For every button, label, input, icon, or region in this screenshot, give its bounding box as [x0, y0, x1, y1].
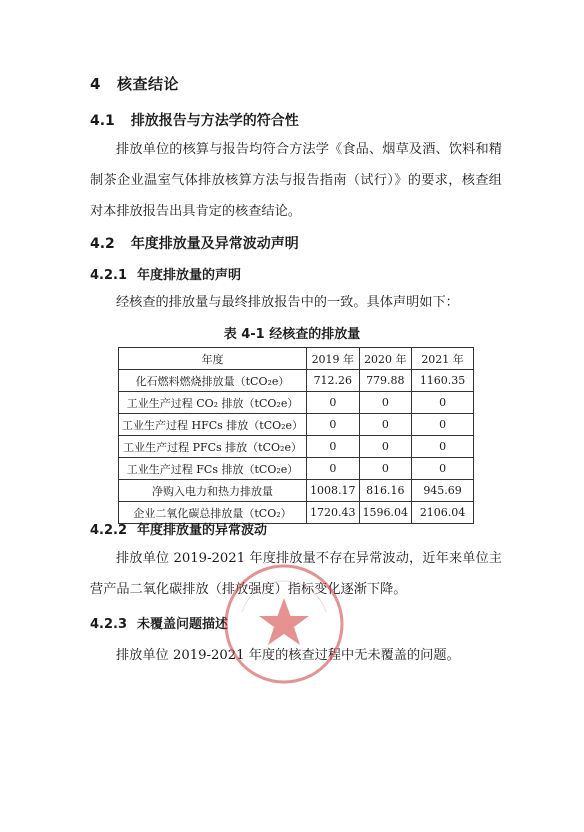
- cell-2020: 779.88: [359, 370, 412, 392]
- section-4-2-3-heading: [90, 613, 228, 632]
- official-seal-stamp: [220, 560, 348, 688]
- seal-star-icon: [259, 598, 309, 645]
- section-4-2-2-heading: [90, 519, 267, 538]
- section-4-1-heading: [90, 110, 299, 130]
- paragraph-4-1: 排放单位的核算与报告均符合方法学《食品、烟草及酒、饮料和精制茶企业温室气体排放核算方法与报告指南（试行）》的要求，核查组对本排放报告出具肯定的核查结论。: [90, 142, 502, 219]
- cell-2019: 0: [307, 436, 360, 458]
- cell-2020: 0: [359, 392, 412, 414]
- section-4-2-heading: [90, 233, 299, 253]
- table-row: [119, 414, 474, 436]
- section-number: 4.1: [90, 113, 115, 129]
- header-cell: 年度: [119, 348, 307, 370]
- row-label: 净购入电力和热力排放量: [119, 480, 307, 502]
- section-4-2-1-heading: [90, 264, 241, 283]
- section-number: 4.2.3: [90, 617, 128, 632]
- cell-2019: 1720.43: [307, 502, 360, 524]
- cell-2020: 816.16: [359, 480, 412, 502]
- table-caption: 表 4-1 经核查的排放量: [223, 327, 361, 342]
- section-number: 4.2.2: [90, 523, 128, 538]
- cell-2020: 1596.04: [359, 502, 412, 524]
- cell-2021: 1160.35: [412, 370, 474, 392]
- paragraph-4-2-3: 排放单位 2019-2021 年度的核查过程中无未覆盖的问题。: [116, 648, 460, 663]
- table-row: [119, 370, 474, 392]
- table-row: [119, 458, 474, 480]
- cell-2021: 0: [412, 392, 474, 414]
- cell-2021: 0: [412, 458, 474, 480]
- paragraph-4-2-1: 经核查的排放量与最终排放报告中的一致。具体声明如下：: [116, 295, 459, 310]
- section-title: 未覆盖问题描述: [137, 617, 229, 632]
- header-cell: 2021 年: [412, 348, 474, 370]
- header-cell: 2019 年: [307, 348, 360, 370]
- row-label: 工业生产过程 PFCs 排放（tCO₂e）: [119, 436, 307, 458]
- row-label: 工业生产过程 CO₂ 排放（tCO₂e）: [119, 392, 307, 414]
- row-label: 化石燃料燃烧排放量（tCO₂e）: [119, 370, 307, 392]
- cell-2019: 1008.17: [307, 480, 360, 502]
- section-title: 年度排放量的异常波动: [137, 523, 268, 538]
- cell-2021: 945.69: [412, 480, 474, 502]
- row-label: 工业生产过程 FCs 排放（tCO₂e）: [119, 458, 307, 480]
- row-label: 企业二氧化碳总排放量（tCO₂）: [119, 502, 307, 524]
- table-row: [119, 392, 474, 414]
- cell-2020: 0: [359, 436, 412, 458]
- section-title: 年度排放量的声明: [137, 268, 242, 283]
- section-title: 核查结论: [116, 75, 179, 93]
- emissions-table: [118, 347, 474, 524]
- section-number: 4.2.1: [90, 268, 128, 283]
- cell-2019: 0: [307, 392, 360, 414]
- table-header-row: [119, 348, 474, 370]
- paragraph-4-2-2: 排放单位 2019-2021 年度排放量不存在异常波动，近年来单位主营产品二氧化碳排放（排放强度）指标变化逐渐下降。: [90, 551, 502, 597]
- cell-2021: 2106.04: [412, 502, 474, 524]
- section-title: 排放报告与方法学的符合性: [130, 113, 299, 129]
- header-cell: 2020 年: [359, 348, 412, 370]
- cell-2019: 0: [307, 414, 360, 436]
- cell-2020: 0: [359, 458, 412, 480]
- cell-2020: 0: [359, 414, 412, 436]
- section-title: 年度排放量及异常波动声明: [130, 236, 299, 252]
- cell-2019: 0: [307, 458, 360, 480]
- table-row: [119, 436, 474, 458]
- section-number: 4: [90, 75, 101, 93]
- cell-2021: 0: [412, 414, 474, 436]
- table-row: [119, 480, 474, 502]
- section-4-heading: [90, 73, 179, 94]
- section-number: 4.2: [90, 236, 115, 252]
- cell-2019: 712.26: [307, 370, 360, 392]
- cell-2021: 0: [412, 436, 474, 458]
- row-label: 工业生产过程 HFCs 排放（tCO₂e）: [119, 414, 307, 436]
